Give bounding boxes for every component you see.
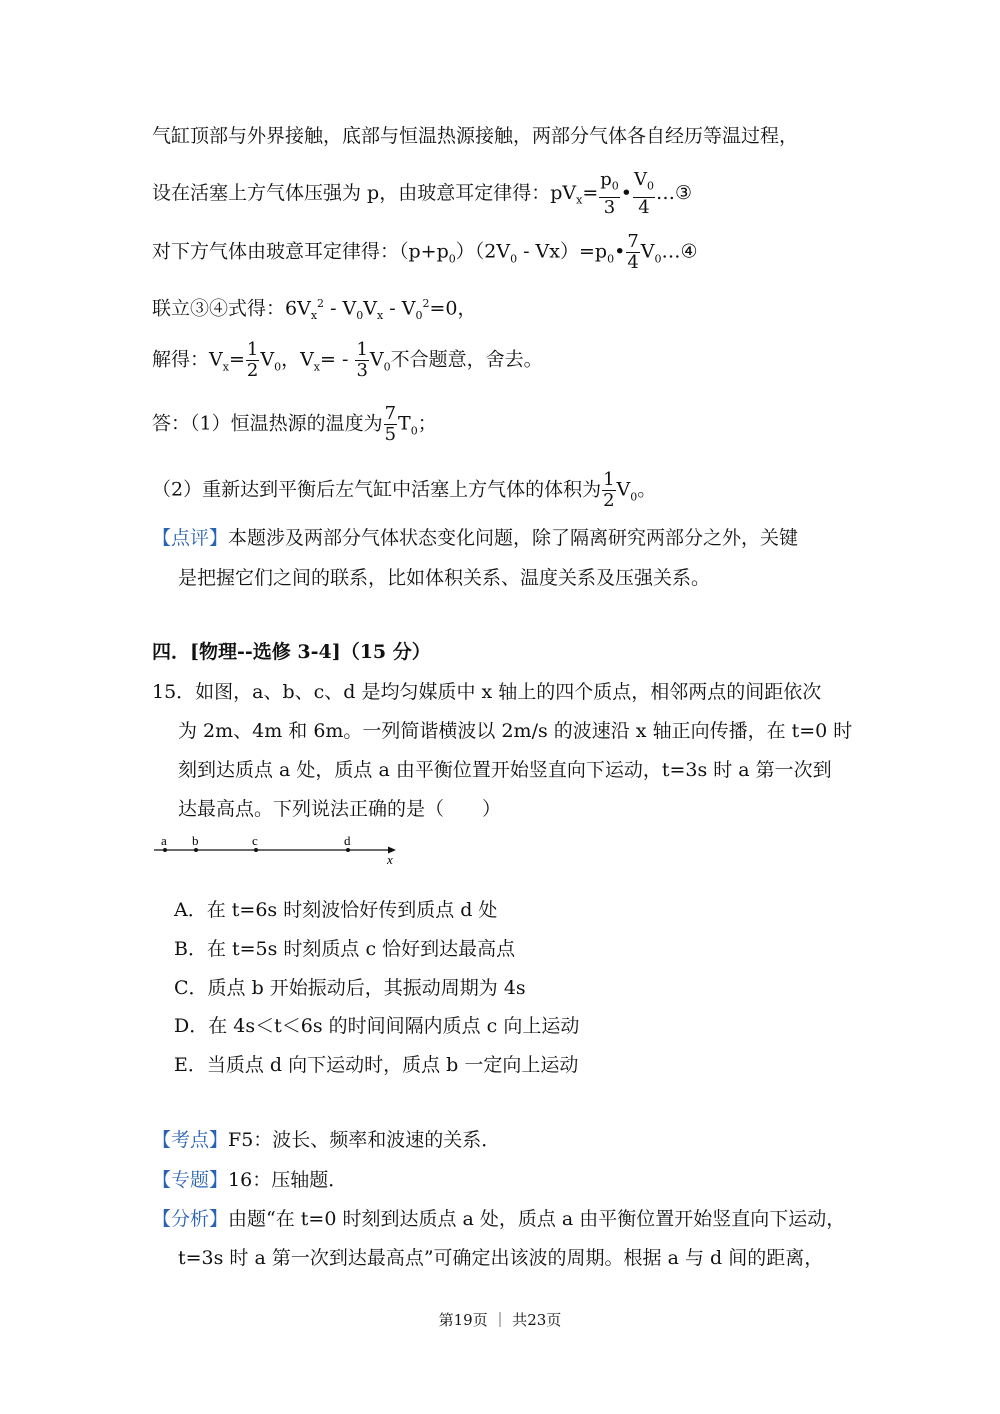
label-x: x (387, 852, 393, 867)
option-d[interactable]: D．在 4s＜t＜6s 的时间间隔内质点 c 向上运动 (174, 1015, 580, 1037)
superscript: 2 (317, 297, 325, 310)
numerator: 1 (356, 339, 368, 360)
denominator: 5 (384, 424, 397, 445)
subscript: 0 (383, 360, 391, 374)
option-a[interactable]: A．在 t=6s 时刻波恰好传到质点 d 处 (174, 899, 498, 921)
text: （2）重新达到平衡后左气缸中活塞上方气体的体积为 (152, 478, 602, 501)
label-d: d (344, 833, 351, 848)
text: ，V (281, 348, 314, 371)
text: V (616, 478, 631, 501)
zhuanti-text: 16：压轴题． (228, 1169, 348, 1191)
kaodian-line (152, 1128, 500, 1152)
text: =0， (429, 297, 477, 320)
text: p (600, 169, 612, 190)
solution-line-2 (152, 170, 692, 218)
answer-line-1 (152, 404, 437, 445)
subscript: x (313, 360, 321, 374)
option-b[interactable]: B．在 t=5s 时刻质点 c 恰好到达最高点 (174, 938, 516, 960)
text: 对下方气体由玻意耳定律得：（p+p (152, 240, 449, 263)
numerator: 7 (627, 231, 639, 252)
denominator: 3 (356, 360, 368, 381)
numerator: 1 (246, 339, 259, 360)
kaodian-tag: 【考点】 (152, 1129, 229, 1151)
text: V (633, 169, 647, 190)
point-a (163, 848, 167, 852)
numerator: 1 (603, 469, 615, 490)
denominator: 4 (627, 252, 639, 273)
text: V (640, 240, 655, 263)
text: …④ (661, 240, 698, 263)
section-title: 四．[物理--选修 3-4]（15 分） (152, 641, 431, 663)
denominator: 2 (603, 490, 615, 511)
denominator: 4 (638, 196, 650, 218)
label-b: b (192, 833, 199, 848)
subscript: x (377, 309, 384, 323)
text: - V (324, 297, 357, 320)
option-e[interactable]: E．当质点 d 向下运动时，质点 b 一定向上运动 (174, 1054, 579, 1076)
text: 答：（1）恒温热源的温度为 (152, 412, 383, 435)
fraction-7-4 (626, 232, 639, 273)
question-line-1: 15．如图，a、b、c、d 是均匀媒质中 x 轴上的四个质点，相邻两点的间距依次 (152, 681, 822, 703)
numerator: 7 (384, 403, 397, 424)
fenxi-tag: 【分析】 (152, 1208, 229, 1230)
subscript: 0 (646, 179, 654, 193)
question-line-2: 为 2m、4m 和 6m。一列简谐横波以 2m/s 的波速沿 x 轴正向传播，在 t=0 时 (178, 720, 853, 742)
answer-line-2 (152, 470, 656, 511)
text: 联立③④式得：6V (152, 297, 311, 320)
subscript: x (222, 360, 229, 374)
subscript: 0 (274, 360, 282, 374)
question-line-3: 刻到达质点 a 处，质点 a 由平衡位置开始竖直向下运动，t=3s 时 a 第一次到 (178, 759, 832, 781)
text: 不合题意，舍去。 (390, 348, 543, 371)
fenxi-line-2: t=3s 时 a 第一次到达最高点”可确定出该波的周期。根据 a 与 d 间的距离， (178, 1247, 824, 1269)
point-b (194, 848, 198, 852)
point-d (346, 848, 350, 852)
subscript: x (576, 193, 583, 207)
text: 。 (637, 478, 657, 501)
fraction-7-5 (384, 404, 397, 445)
numerator (633, 170, 655, 198)
text: 设在活塞上方气体压强为 p，由玻意耳定律得：pV (152, 181, 577, 204)
text: ； (417, 412, 437, 435)
subscript: 0 (410, 424, 418, 438)
numerator (599, 170, 620, 198)
text: = (228, 348, 245, 371)
subscript: 0 (415, 309, 423, 323)
solution-line-1: 气缸顶部与外界接触，底部与恒温热源接触，两部分气体各自经历等温过程， (152, 125, 799, 147)
review-text: 本题涉及两部分气体状态变化问题，除了隔离研究两部分之外，关键 (228, 527, 799, 549)
fenxi-text: 由题“在 t=0 时刻到达质点 a 处，质点 a 由平衡位置开始竖直向下运动， (228, 1208, 846, 1230)
label-c: c (252, 833, 258, 848)
fraction-p0-3 (599, 170, 620, 218)
question-line-4: 达最高点。下列说法正确的是（ ） (178, 798, 502, 820)
solution-line-4 (152, 292, 476, 328)
subscript: 0 (630, 490, 638, 504)
fraction-1-2 (602, 470, 615, 511)
denominator: 3 (603, 196, 616, 218)
text: V (369, 348, 384, 371)
subscript: x (310, 309, 318, 323)
zhuanti-line (152, 1168, 347, 1192)
fraction-v0-4 (633, 170, 655, 218)
subscript: 0 (654, 252, 662, 266)
text: • (620, 181, 632, 204)
axis-figure (150, 828, 400, 868)
text: - V (383, 297, 416, 320)
subscript: 0 (448, 252, 456, 266)
text: = (582, 181, 599, 204)
subscript: 0 (611, 179, 619, 193)
text: • (614, 240, 626, 263)
denominator: 2 (246, 360, 259, 381)
superscript: 2 (422, 297, 430, 310)
label-a: a (161, 833, 167, 848)
subscript: 0 (510, 252, 518, 266)
fraction-1-3 (355, 340, 368, 381)
zhuanti-tag: 【专题】 (152, 1169, 229, 1191)
solution-line-5 (152, 340, 543, 381)
subscript: 0 (607, 252, 615, 266)
fenxi-line-1 (152, 1207, 845, 1231)
solution-line-3 (152, 232, 698, 273)
text: V (260, 348, 275, 371)
text: ）（2V (455, 240, 511, 263)
page-footer: 第19页 ｜ 共23页 (438, 1311, 562, 1329)
subscript: 0 (356, 309, 364, 323)
text: - Vx）=p (517, 240, 608, 263)
review-line-1 (152, 526, 798, 550)
text: = - (320, 348, 355, 371)
review-tag: 【点评】 (152, 527, 229, 549)
fraction-1-2 (246, 340, 259, 381)
text: V (363, 297, 377, 320)
review-line-2: 是把握它们之间的联系，比如体积关系、温度关系及压强关系。 (178, 567, 711, 589)
option-c[interactable]: C．质点 b 开始振动后，其振动周期为 4s (174, 977, 526, 999)
point-c (254, 848, 258, 852)
text: 解得：V (152, 348, 223, 371)
kaodian-text: F5：波长、频率和波速的关系． (228, 1129, 501, 1151)
text: …③ (655, 181, 693, 204)
text: T (398, 412, 411, 435)
